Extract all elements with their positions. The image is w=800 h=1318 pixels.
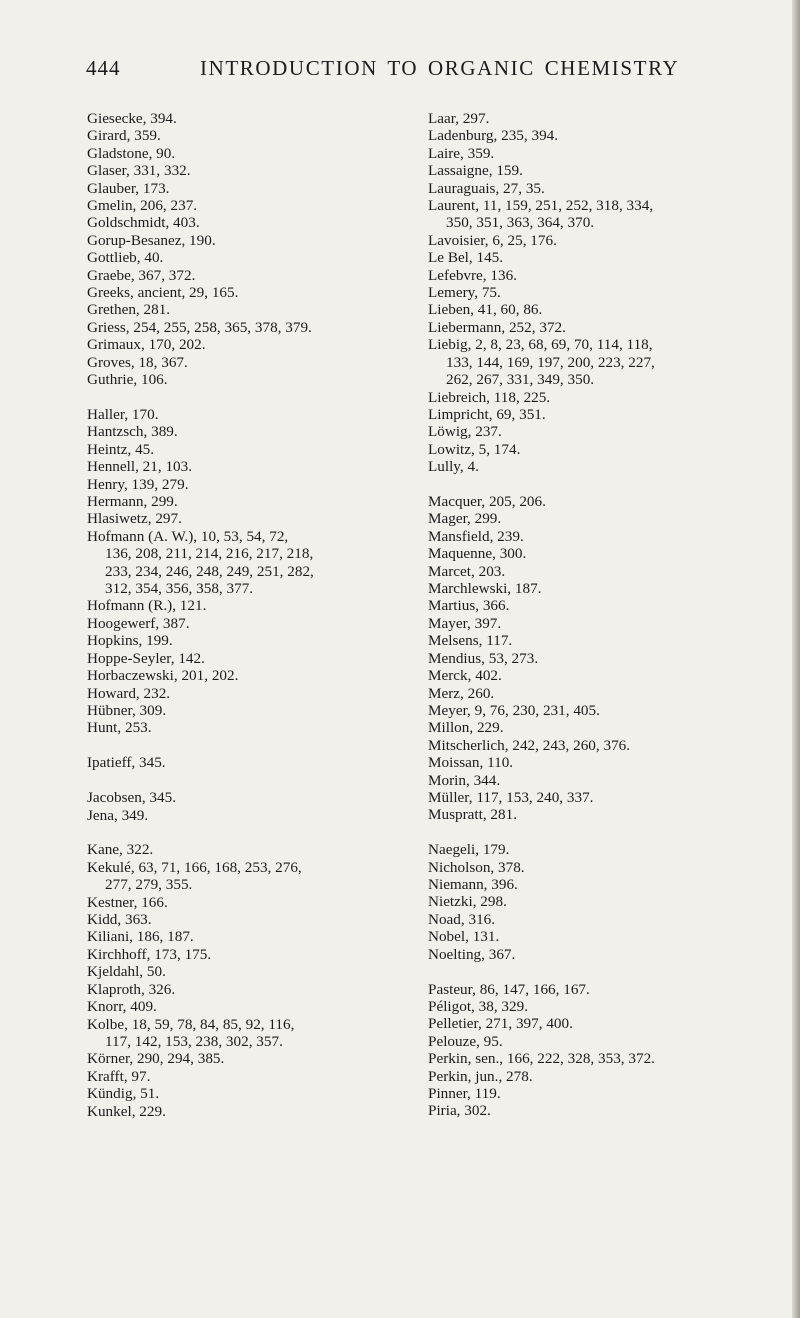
section-gap [428,824,793,842]
index-entry-line: Jena, 349. [87,806,149,824]
index-entry-line: Mitscherlich, 242, 243, 260, 376. [428,736,631,754]
index-entry-line: Liebig, 2, 8, 23, 68, 69, 70, 114, 118, [428,336,653,354]
index-entry-line: Muspratt, 281. [428,806,518,824]
index-entry [87,371,432,388]
index-entry-line: Nietzki, 298. [428,893,507,911]
index-entry-line: Kekulé, 63, 71, 166, 168, 253, 276, [87,858,302,876]
index-entry-line: Noad, 316. [428,910,496,928]
index-entry [428,928,793,945]
index-entry-line: Löwig, 237. [428,423,502,441]
index-entry-line: Grimaux, 170, 202. [87,336,206,354]
index-entry [87,284,432,301]
index-entry [87,528,432,598]
index-entry [87,685,432,702]
index-entry-line: Graebe, 367, 372. [87,266,196,284]
index-entry-line: Liebermann, 252, 372. [428,318,566,336]
index-entry-line: Müller, 117, 153, 240, 337. [428,788,594,806]
index-entry-line: Ipatieff, 345. [87,754,166,772]
index-entry-line: Gorup-Besanez, 190. [87,231,216,249]
index-entry [428,702,793,719]
index-entry-line: Mendius, 53, 273. [428,649,539,667]
index-entry-line: Hopkins, 199. [87,632,173,650]
index-entry [428,528,793,545]
index-entry-line: Pelouze, 95. [428,1032,503,1050]
page-header [0,56,800,86]
index-entry [428,650,793,667]
index-entry [428,197,793,232]
index-entry-line: Limpricht, 69, 351. [428,405,546,423]
index-entry-line: Howard, 232. [87,684,171,702]
index-entry-line: Le Bel, 145. [428,249,504,267]
index-entry [428,563,793,580]
index-entry [87,423,432,440]
index-entry [428,632,793,649]
index-entry [428,597,793,614]
index-entry [87,981,432,998]
index-entry [87,162,432,179]
index-entry [428,493,793,510]
index-entry-line: Marchlewski, 187. [428,580,542,598]
index-entry [87,911,432,928]
index-entry-line: Nicholson, 378. [428,858,525,876]
index-entry-line: Kane, 322. [87,841,154,859]
index-entry-line: Kirchhoff, 173, 175. [87,945,212,963]
index-entry [428,1033,793,1050]
index-entry-line: Moissan, 110. [428,754,514,772]
index-entry-line: 233, 234, 246, 248, 249, 251, 282, [105,562,314,580]
index-entry [428,876,793,893]
index-entry [428,737,793,754]
index-entry [87,841,432,858]
index-entry [428,441,793,458]
index-entry-line: 117, 142, 153, 238, 302, 357. [105,1032,283,1050]
index-entry [428,545,793,562]
index-entry [428,249,793,266]
index-entry [87,493,432,510]
index-entry-line: 133, 144, 169, 197, 200, 223, 227, [446,353,655,371]
index-entry-line: Pelletier, 271, 397, 400. [428,1015,573,1033]
index-entry [87,667,432,684]
index-entry [428,1085,793,1102]
index-entry [428,267,793,284]
index-entry-line: Merck, 402. [428,667,502,685]
index-entry-line: Noelting, 367. [428,945,516,963]
index-entry [87,249,432,266]
index-entry [428,232,793,249]
index-entry-line: Niemann, 396. [428,876,518,894]
index-entry-line: Pinner, 119. [428,1085,501,1103]
index-entry-line: Marcet, 203. [428,562,506,580]
index-entry [87,336,432,353]
index-entry [428,911,793,928]
index-entry [87,946,432,963]
index-entry-line: Gottlieb, 40. [87,249,164,267]
section-gap [87,737,432,755]
index-entry [428,389,793,406]
index-entry-line: Laurent, 11, 159, 251, 252, 318, 334, [428,197,654,215]
index-entry [428,458,793,475]
index-entry [428,685,793,702]
index-entry [428,580,793,597]
index-entry-line: Lauraguais, 27, 35. [428,179,545,197]
index-entry-line: Lowitz, 5, 174. [428,440,521,458]
index-entry [428,772,793,789]
index-entry [87,1085,432,1102]
index-entry [87,650,432,667]
index-entry [428,754,793,771]
section-gap [428,963,793,981]
index-entry [87,998,432,1015]
running-title: INTRODUCTION TO ORGANIC CHEMISTRY [200,56,680,80]
index-entry-line: Nobel, 131. [428,928,500,946]
index-entry [87,476,432,493]
index-entry-line: Laar, 297. [428,110,490,127]
index-entry [87,510,432,527]
index-entry-line: Kestner, 166. [87,893,168,911]
index-entry-line: Kündig, 51. [87,1085,160,1103]
index-entry-line: Haller, 170. [87,406,159,423]
index-entry-line: Kidd, 363. [87,911,152,929]
index-entry-line: Krafft, 97. [87,1067,151,1085]
index-entry-line: Mansfield, 239. [428,527,524,545]
index-entry [428,893,793,910]
index-entry [428,806,793,823]
index-entry-line: Lemery, 75. [428,284,501,302]
index-entry-line: 350, 351, 363, 364, 370. [446,214,595,232]
index-entry [428,127,793,144]
index-entry [87,319,432,336]
index-entry-line: Hunt, 253. [87,719,152,737]
index-entry [428,510,793,527]
index-entry-line: 136, 208, 211, 214, 216, 217, 218, [105,545,314,563]
index-entry [428,145,793,162]
index-entry [87,754,432,771]
index-entry-line: Hennell, 21, 103. [87,458,193,476]
index-entry [87,719,432,736]
index-entry [87,894,432,911]
index-entry-line: Hübner, 309. [87,701,167,719]
index-entry [87,232,432,249]
index-entry-line: 312, 354, 356, 358, 377. [105,580,254,598]
index-entry [87,127,432,144]
index-entry [428,981,793,998]
index-entry [87,406,432,423]
index-entry-line: Hofmann (A. W.), 10, 53, 54, 72, [87,527,289,545]
index-entry [87,859,432,894]
index-entry-line: Gmelin, 206, 237. [87,197,198,215]
index-entry-line: Melsens, 117. [428,632,513,650]
index-column-right [428,110,793,1120]
index-entry [87,301,432,318]
index-entry-line: Kunkel, 229. [87,1102,166,1120]
index-entry [87,214,432,231]
index-entry-line: Guthrie, 106. [87,371,168,389]
index-entry-line: Péligot, 38, 329. [428,998,528,1015]
index-entry-line: Hoppe-Seyler, 142. [87,649,205,667]
index-entry-line: 262, 267, 331, 349, 350. [446,371,595,389]
index-entry-line: Glauber, 173. [87,179,170,197]
index-entry-line: Griess, 254, 255, 258, 365, 378, 379. [87,318,312,336]
index-entry-line: Millon, 229. [428,719,504,737]
index-entry [428,301,793,318]
index-entry [87,963,432,980]
index-entry [87,632,432,649]
page-number: 444 [86,56,121,80]
index-entry-line: Kiliani, 186, 187. [87,928,194,946]
index-entry [87,458,432,475]
index-entry [428,719,793,736]
index-entry-line: 277, 279, 355. [105,876,193,894]
index-entry-line: Maquenne, 300. [428,545,527,563]
index-entry [87,441,432,458]
index-entry-line: Knorr, 409. [87,998,157,1016]
index-entry [428,859,793,876]
index-entry-line: Lully, 4. [428,458,479,476]
index-entry [428,946,793,963]
index-entry-line: Ladenburg, 235, 394. [428,127,559,145]
index-entry [87,354,432,371]
index-entry-line: Martius, 366. [428,597,510,615]
index-entry [428,615,793,632]
index-entry [87,1103,432,1120]
index-entry-line: Klaproth, 326. [87,980,176,998]
index-entry [87,702,432,719]
index-entry [428,667,793,684]
index-entry-line: Pasteur, 86, 147, 166, 167. [428,980,590,998]
index-entry [87,110,432,127]
index-entry-line: Horbaczewski, 201, 202. [87,667,239,685]
index-entry [428,110,793,127]
index-entry [428,1102,793,1119]
index-entry-line: Goldschmidt, 403. [87,214,200,232]
index-entry [428,998,793,1015]
index-entry-line: Lassaigne, 159. [428,162,523,180]
index-entry-line: Mayer, 397. [428,614,502,632]
index-entry [87,180,432,197]
index-entry-line: Heintz, 45. [87,440,155,458]
index-entry [87,1068,432,1085]
index-column-left [87,110,432,1120]
index-entry [428,319,793,336]
index-entry-line: Lefebvre, 136. [428,266,517,284]
index-entry-line: Henry, 139, 279. [87,475,189,493]
index-entry-line: Laire, 359. [428,144,495,162]
page-edge [792,0,800,1318]
index-entry-line: Groves, 18, 367. [87,353,188,371]
index-entry-line: Macquer, 205, 206. [428,493,546,511]
index-entry [87,597,432,614]
index-entry [428,1015,793,1032]
index-entry [428,841,793,858]
index-entry-line: Kjeldahl, 50. [87,963,166,981]
index-entry-line: Piria, 302. [428,1102,491,1120]
section-gap [87,824,432,842]
index-entry [428,1050,793,1067]
section-gap [428,476,793,494]
index-entry-line: Grethen, 281. [87,301,171,319]
index-entry-line: Glaser, 331, 332. [87,162,191,180]
index-entry-line: Merz, 260. [428,684,495,702]
index-entry [87,197,432,214]
index-entry [87,145,432,162]
index-entry-line: Kolbe, 18, 59, 78, 84, 85, 92, 116, [87,1015,295,1033]
index-entry-line: Hoogewerf, 387. [87,614,190,632]
index-entry [428,162,793,179]
index-entry [87,928,432,945]
index-entry [428,423,793,440]
index-entry [87,807,432,824]
index-entry [87,1016,432,1051]
index-entry-line: Hlasiwetz, 297. [87,510,182,528]
index-entry-line: Morin, 344. [428,771,501,789]
index-entry-line: Giesecke, 394. [87,110,177,127]
index-entry-line: Hantzsch, 389. [87,423,178,441]
index-entry [87,789,432,806]
index-entry-line: Hofmann (R.), 121. [87,597,207,615]
index-entry-line: Naegeli, 179. [428,841,510,859]
index-entry [428,406,793,423]
index-entry-line: Lavoisier, 6, 25, 176. [428,231,557,249]
index-entry [87,615,432,632]
index-entry-line: Körner, 290, 294, 385. [87,1050,225,1068]
index-entry [428,284,793,301]
section-gap [87,389,432,407]
index-entry-line: Liebreich, 118, 225. [428,388,551,406]
index-entry [87,267,432,284]
index-entry-line: Perkin, jun., 278. [428,1067,533,1085]
index-entry-line: Jacobsen, 345. [87,789,176,807]
index-entry-line: Gladstone, 90. [87,144,176,162]
index-entry-line: Lieben, 41, 60, 86. [428,301,543,319]
section-gap [87,772,432,790]
index-entry [428,1068,793,1085]
index-entry [428,180,793,197]
index-entry-line: Meyer, 9, 76, 230, 231, 405. [428,701,600,719]
index-entry [428,789,793,806]
index-entry-line: Hermann, 299. [87,493,178,511]
index-entry-line: Perkin, sen., 166, 222, 328, 353, 372. [428,1050,655,1068]
index-entry-line: Girard, 359. [87,127,161,145]
index-entry-line: Mager, 299. [428,510,502,528]
index-entry [87,1050,432,1067]
index-entry-line: Greeks, ancient, 29, 165. [87,284,239,302]
index-entry [428,336,793,388]
